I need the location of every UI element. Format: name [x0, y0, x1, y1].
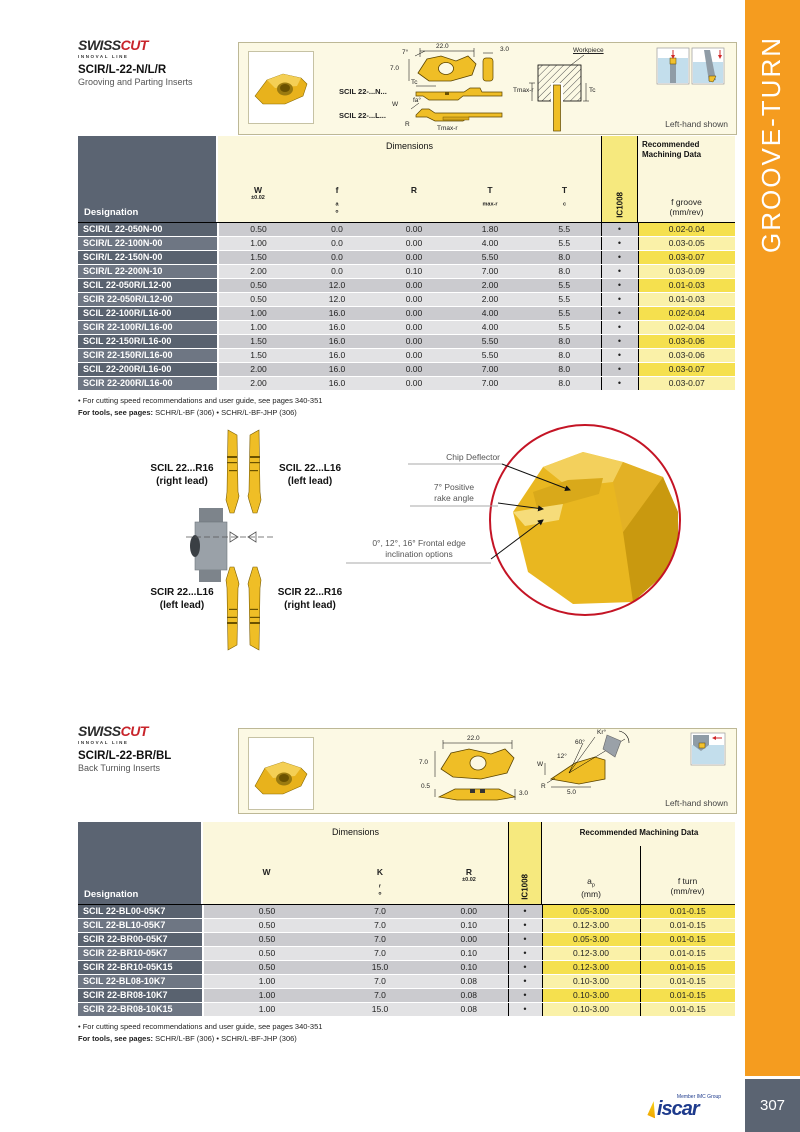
- table1-body: [78, 223, 735, 391]
- section2-diagram-panel: [238, 728, 737, 814]
- swisscut-logo: [78, 38, 238, 60]
- cell-kr: 15.0: [330, 1003, 430, 1017]
- table2-header: [78, 822, 735, 905]
- cell-ic: •: [601, 237, 638, 251]
- cell-r: 0.10: [376, 265, 452, 279]
- logo-subline: INNOVAL LINE: [78, 54, 129, 59]
- dim-fa: fa°: [413, 97, 422, 104]
- iscar-flame-icon: [647, 1101, 657, 1119]
- table-row: [78, 363, 735, 377]
- cell-designation: SCIR/L 22-150N-00: [78, 251, 218, 265]
- cell-r: 0.08: [430, 975, 508, 989]
- section2-title: SCIR/L-22-BR/BL: [78, 749, 172, 762]
- cell-w: 1.00: [203, 975, 330, 989]
- dim2-r: R: [541, 783, 546, 790]
- cell-tc: 8.0: [528, 335, 601, 349]
- cell-fa: 16.0: [298, 377, 376, 391]
- col-tmax-header: T $_{max-r}$: [482, 185, 498, 208]
- cell-w: 0.50: [203, 961, 330, 975]
- col-w-header-2: W: [262, 867, 271, 878]
- workpiece-label: Workpiece: [573, 47, 604, 54]
- dim-tmax: Tmax-r: [437, 125, 458, 132]
- cell-kr: 7.0: [330, 975, 430, 989]
- cell-f: 0.01-0.15: [640, 919, 735, 933]
- cell-r: 0.00: [376, 307, 452, 321]
- table2-notes: [78, 1022, 735, 1043]
- dim-7deg: 7°: [402, 49, 409, 56]
- table-row: [78, 237, 735, 251]
- cell-designation: SCIR 22-050R/L12-00: [78, 293, 218, 307]
- section2-header: [78, 724, 238, 773]
- cell-designation: SCIR 22-BR00-05K7: [78, 933, 203, 947]
- table-row: [78, 1003, 735, 1017]
- cell-w: 1.50: [218, 251, 298, 265]
- cell-tmax: 5.50: [452, 349, 528, 363]
- back-turning-inserts-table: [78, 822, 735, 1043]
- section1-diagram-panel: [238, 42, 737, 135]
- cell-fa: 0.0: [298, 265, 376, 279]
- cell-designation: SCIR 22-BR08-10K7: [78, 989, 203, 1003]
- designation-header: Designation: [78, 136, 218, 222]
- cell-r: 0.00: [430, 905, 508, 919]
- cell-designation: SCIL 22-100R/L16-00: [78, 307, 218, 321]
- cell-w: 1.50: [218, 349, 298, 363]
- cell-designation: SCIL 22-200R/L16-00: [78, 363, 218, 377]
- cell-ic: •: [601, 293, 638, 307]
- table-row: [78, 377, 735, 391]
- ap-header: $a_p$ (mm): [581, 875, 601, 900]
- dim2-0_5: 0.5: [421, 783, 431, 790]
- table-row: [78, 335, 735, 349]
- cell-w: 0.50: [203, 905, 330, 919]
- member-imc-label: Member IMC Group: [676, 1094, 722, 1100]
- cell-ap: 0.12-3.00: [542, 961, 640, 975]
- cell-kr: 7.0: [330, 905, 430, 919]
- cell-w: 0.50: [218, 279, 298, 293]
- cell-ic: •: [601, 363, 638, 377]
- cell-ic: •: [508, 975, 542, 989]
- dim2-3_0: 3.0: [519, 790, 529, 797]
- cell-ap: 0.12-3.00: [542, 919, 640, 933]
- cell-r: 0.00: [376, 279, 452, 293]
- recommended-header: Recommended Machining Data f groove (mm/rev): [638, 136, 735, 222]
- cell-ap: 0.10-3.00: [542, 975, 640, 989]
- dim-tmax-workpiece: Tmax-r: [513, 87, 534, 94]
- cell-fa: 16.0: [298, 349, 376, 363]
- cell-r: 0.00: [376, 377, 452, 391]
- cell-w: 0.50: [203, 919, 330, 933]
- cell-fa: 16.0: [298, 321, 376, 335]
- cell-f: 0.03-0.06: [638, 349, 735, 363]
- cell-ic: •: [508, 1003, 542, 1017]
- cell-tc: 5.5: [528, 293, 601, 307]
- cell-f: 0.01-0.15: [640, 905, 735, 919]
- cell-r: 0.10: [430, 961, 508, 975]
- cell-designation: SCIL 22-BL10-05K7: [78, 919, 203, 933]
- table-row: [78, 279, 735, 293]
- cell-ic: •: [601, 279, 638, 293]
- dim2-7_0: 7.0: [419, 759, 429, 766]
- dim2-w: W: [537, 761, 544, 768]
- cell-fa: 16.0: [298, 363, 376, 377]
- cell-tc: 5.5: [528, 321, 601, 335]
- left-hand-note-2: Left-hand shown: [665, 798, 728, 808]
- cell-w: 1.50: [218, 335, 298, 349]
- cell-kr: 7.0: [330, 947, 430, 961]
- cell-w: 0.50: [203, 947, 330, 961]
- cell-w: 2.00: [218, 377, 298, 391]
- iscar-wordmark: iscar: [657, 1098, 699, 1120]
- table-row: [78, 251, 735, 265]
- cell-designation: SCIL 22-050R/L12-00: [78, 279, 218, 293]
- cell-ic: •: [601, 335, 638, 349]
- cell-fa: 0.0: [298, 251, 376, 265]
- cell-f: 0.01-0.03: [638, 293, 735, 307]
- cell-fa: 16.0: [298, 335, 376, 349]
- cell-fa: 16.0: [298, 307, 376, 321]
- logo-cut: CUT: [120, 37, 148, 53]
- cell-designation: SCIR/L 22-100N-00: [78, 237, 218, 251]
- page-number-box: [745, 1079, 800, 1132]
- col-r-header-2: R $^{\pm 0.02}$: [462, 867, 476, 884]
- f-turn-header: f turn (mm/rev): [670, 875, 705, 897]
- insert-orientation-figure: [78, 412, 735, 667]
- cell-fa: 0.0: [298, 237, 376, 251]
- cell-f: 0.01-0.15: [640, 989, 735, 1003]
- cell-f: 0.02-0.04: [638, 223, 735, 237]
- cell-w: 1.00: [203, 989, 330, 1003]
- cell-tc: 8.0: [528, 349, 601, 363]
- label-scir-l16: SCIR 22...L16 (left lead): [150, 587, 214, 611]
- table2-body: [78, 905, 735, 1017]
- table-row: [78, 293, 735, 307]
- cell-w: 2.00: [218, 265, 298, 279]
- col-fa-header: f $_a$ °: [335, 185, 339, 218]
- logo-swiss: SWISS: [78, 37, 121, 53]
- cell-designation: SCIR 22-BR10-05K15: [78, 961, 203, 975]
- cell-w: 1.00: [203, 1003, 330, 1017]
- table-row: [78, 223, 735, 237]
- section1-subtitle: Grooving and Parting Inserts: [78, 76, 193, 87]
- table1-header: [78, 136, 735, 223]
- cell-tmax: 2.00: [452, 293, 528, 307]
- cell-ic: •: [508, 933, 542, 947]
- cell-tmax: 4.00: [452, 237, 528, 251]
- cell-tc: 5.5: [528, 307, 601, 321]
- sidebar-label: GROOVE-TURN: [756, 36, 786, 253]
- cell-tmax: 7.00: [452, 265, 528, 279]
- label-scir-r16: SCIR 22...R16 (right lead): [277, 587, 343, 611]
- cell-f: 0.01-0.03: [638, 279, 735, 293]
- cell-r: 0.00: [376, 335, 452, 349]
- table-row: [78, 919, 735, 933]
- cell-tmax: 4.00: [452, 321, 528, 335]
- table-row: [78, 307, 735, 321]
- cell-f: 0.02-0.04: [638, 307, 735, 321]
- dim-r: R: [405, 121, 410, 128]
- cell-designation: SCIR 22-200R/L16-00: [78, 377, 218, 391]
- insert-photo-2: [248, 737, 314, 810]
- cell-ap: 0.05-3.00: [542, 905, 640, 919]
- left-hand-note: Left-hand shown: [665, 119, 728, 129]
- cell-tmax: 1.80: [452, 223, 528, 237]
- cell-designation: SCIR 22-150R/L16-00: [78, 349, 218, 363]
- cell-fa: 0.0: [298, 223, 376, 237]
- label-scil-l16: SCIL 22...L16 (left lead): [278, 463, 342, 487]
- cell-designation: SCIL 22-BL00-05K7: [78, 905, 203, 919]
- table-row: [78, 349, 735, 363]
- col-kr-header-2: K $_r$ °: [376, 867, 384, 900]
- cell-w: 1.00: [218, 237, 298, 251]
- note-tools-2: For tools, see pages: SCHR/L-BF (306) • SCHR/L-BF-JHP (306): [78, 1034, 297, 1043]
- insert-closeup: [473, 412, 735, 632]
- cell-r: 0.00: [376, 321, 452, 335]
- cell-designation: SCIR 22-BR08-10K15: [78, 1003, 203, 1017]
- cell-kr: 15.0: [330, 961, 430, 975]
- cell-ic: •: [508, 905, 542, 919]
- cell-f: 0.01-0.15: [640, 961, 735, 975]
- cell-r: 0.00: [376, 349, 452, 363]
- cell-f: 0.01-0.15: [640, 975, 735, 989]
- cell-ic: •: [601, 251, 638, 265]
- cell-f: 0.03-0.07: [638, 363, 735, 377]
- cell-ic: •: [601, 265, 638, 279]
- cell-ic: •: [601, 307, 638, 321]
- cell-f: 0.03-0.07: [638, 251, 735, 265]
- cell-kr: 7.0: [330, 933, 430, 947]
- cell-r: 0.00: [376, 293, 452, 307]
- table-row: [78, 265, 735, 279]
- grooving-inserts-table: [78, 136, 735, 417]
- table-row: [78, 933, 735, 947]
- dim2-5_0: 5.0: [567, 789, 577, 796]
- iscar-logo: [648, 1094, 736, 1130]
- dim-3_0: 3.0: [500, 46, 510, 53]
- cell-tc: 5.5: [528, 237, 601, 251]
- cell-r: 0.10: [430, 919, 508, 933]
- cell-designation: SCIR/L 22-050N-00: [78, 223, 218, 237]
- cell-tmax: 2.00: [452, 279, 528, 293]
- cell-w: 0.50: [218, 293, 298, 307]
- col-tc-header: T $_c$: [561, 185, 568, 208]
- cell-ic: •: [601, 223, 638, 237]
- dim2-60deg: 60°: [575, 739, 585, 746]
- recommended-header-2: Recommended Machining Data $a_p$ (mm) f turn (mm/rev): [542, 822, 735, 904]
- cell-designation: SCIL 22-BL08-10K7: [78, 975, 203, 989]
- cell-r: 0.00: [376, 251, 452, 265]
- cell-tmax: 7.00: [452, 377, 528, 391]
- cell-ic: •: [508, 919, 542, 933]
- cell-r: 0.00: [430, 933, 508, 947]
- grade-header: IC1008: [601, 136, 638, 222]
- dim2-22: 22.0: [467, 735, 480, 742]
- cell-w: 1.00: [218, 321, 298, 335]
- table-row: [78, 961, 735, 975]
- swisscut-logo-2: SWISSCUT INNOVAL LINE: [78, 723, 148, 745]
- note-tools: For tools, see pages: SCHR/L-BF (306) • SCHR/L-BF-JHP (306): [78, 408, 297, 417]
- cell-designation: SCIR/L 22-200N-10: [78, 265, 218, 279]
- rake-angle-annotation: 7° Positive rake angle: [433, 482, 475, 504]
- label-scil-r16: SCIL 22...R16 (right lead): [150, 463, 214, 487]
- cell-designation: SCIL 22-150R/L16-00: [78, 335, 218, 349]
- cell-ic: •: [601, 321, 638, 335]
- table-row: [78, 989, 735, 1003]
- cell-tmax: 5.50: [452, 251, 528, 265]
- machining-subheaders: [542, 876, 735, 900]
- frontal-edge-annotation: 0°, 12°, 16° Frontal edge inclination options: [372, 538, 466, 560]
- dim-tc-workpiece: Tc: [589, 87, 596, 94]
- cell-fa: 12.0: [298, 279, 376, 293]
- cell-r: 0.08: [430, 989, 508, 1003]
- cell-tmax: 7.00: [452, 363, 528, 377]
- dimensions-header-2: Dimensions W K $_r$ ° R $^{\pm 0.02}$: [203, 822, 508, 904]
- variant-n-label: SCIL 22-...N...: [339, 87, 387, 96]
- dim2-12deg: 12°: [557, 753, 567, 760]
- dim-22: 22.0: [436, 43, 449, 50]
- cell-kr: 7.0: [330, 919, 430, 933]
- cell-ap: 0.10-3.00: [542, 1003, 640, 1017]
- cell-ap: 0.12-3.00: [542, 947, 640, 961]
- cell-ic: •: [601, 349, 638, 363]
- cell-f: 0.02-0.04: [638, 321, 735, 335]
- table-row: [78, 905, 735, 919]
- table-row: [78, 321, 735, 335]
- cell-tc: 8.0: [528, 363, 601, 377]
- cell-tc: 5.5: [528, 223, 601, 237]
- dimensions-header: Dimensions W $^{\pm 0.02}$ f $_a$ ° R T $_{max-r}$ T $_c$: [218, 136, 601, 222]
- dim-w: W: [392, 101, 399, 108]
- table-row: [78, 975, 735, 989]
- insert-photo-image-2: [249, 738, 311, 807]
- cell-ap: 0.10-3.00: [542, 989, 640, 1003]
- cell-designation: SCIR 22-BR10-05K7: [78, 947, 203, 961]
- cell-f: 0.01-0.15: [640, 933, 735, 947]
- designation-header-2: Designation: [78, 822, 203, 904]
- cell-f: 0.01-0.15: [640, 947, 735, 961]
- section1-title: SCIR/L-22-N/L/R: [78, 63, 167, 76]
- dim2-kr: Kr°: [597, 729, 607, 736]
- groove-turn-sidebar: [745, 0, 800, 1076]
- cell-tmax: 4.00: [452, 307, 528, 321]
- col-r-header: R: [410, 185, 418, 196]
- cell-f: 0.03-0.07: [638, 377, 735, 391]
- f-groove-header: f groove (mm/rev): [669, 196, 704, 218]
- variant-l-label: SCIL 22-...L...: [339, 111, 386, 120]
- cell-ic: •: [601, 377, 638, 391]
- cell-f: 0.03-0.09: [638, 265, 735, 279]
- cell-w: 1.00: [218, 307, 298, 321]
- cell-r: 0.00: [376, 223, 452, 237]
- cell-designation: SCIR 22-100R/L16-00: [78, 321, 218, 335]
- cell-ic: •: [508, 947, 542, 961]
- note-cutting-speed-2: • For cutting speed recommendations and user guide, see pages 340-351: [78, 1022, 323, 1031]
- cell-tmax: 5.50: [452, 335, 528, 349]
- page-number: 307: [759, 1097, 786, 1114]
- cell-f: 0.03-0.05: [638, 237, 735, 251]
- grade-header-2: IC1008: [508, 822, 542, 904]
- cell-fa: 12.0: [298, 293, 376, 307]
- cell-r: 0.00: [376, 237, 452, 251]
- cell-tc: 5.5: [528, 279, 601, 293]
- chip-deflector-annotation: Chip Deflector: [446, 452, 500, 462]
- section2-subtitle: Back Turning Inserts: [78, 762, 161, 773]
- cell-tc: 8.0: [528, 377, 601, 391]
- insert-photo: [248, 51, 314, 124]
- cell-kr: 7.0: [330, 989, 430, 1003]
- cell-r: 0.08: [430, 1003, 508, 1017]
- cell-f: 0.01-0.15: [640, 1003, 735, 1017]
- section1-header: [78, 38, 238, 87]
- cell-r: 0.10: [430, 947, 508, 961]
- cell-f: 0.03-0.06: [638, 335, 735, 349]
- dim-tc: Tc: [411, 79, 418, 86]
- col-w-header: W $^{\pm 0.02}$: [251, 185, 265, 202]
- cell-tc: 8.0: [528, 251, 601, 265]
- cell-ap: 0.05-3.00: [542, 933, 640, 947]
- note-cutting-speed: • For cutting speed recommendations and user guide, see pages 340-351: [78, 396, 323, 405]
- insert-photo-image: [249, 52, 311, 121]
- cell-ic: •: [508, 989, 542, 1003]
- cell-w: 0.50: [203, 933, 330, 947]
- cell-w: 2.00: [218, 363, 298, 377]
- table-row: [78, 947, 735, 961]
- cell-tc: 8.0: [528, 265, 601, 279]
- cell-w: 0.50: [218, 223, 298, 237]
- dim-7_0: 7.0: [390, 65, 400, 72]
- cell-ic: •: [508, 961, 542, 975]
- cell-r: 0.00: [376, 363, 452, 377]
